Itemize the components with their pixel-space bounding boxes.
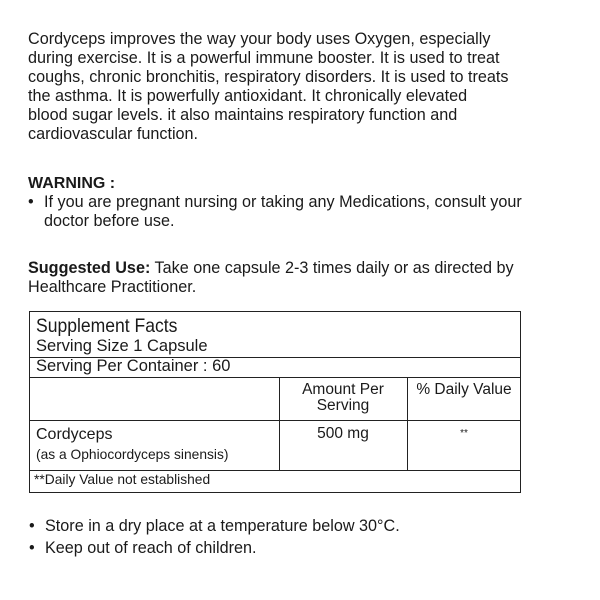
intro-paragraph <box>28 30 522 144</box>
intro-line: Cordyceps improves the way your body uses Oxygen, especially <box>28 30 491 48</box>
storage-instructions <box>29 515 569 559</box>
ingredient-amount: 500 mg <box>317 425 369 442</box>
intro-line: blood sugar levels. it also maintains respiratory function and <box>28 106 458 124</box>
bullet-icon: • <box>28 193 34 211</box>
bullet-icon: • <box>29 517 35 535</box>
label-body <box>28 30 522 297</box>
warning-title: WARNING : <box>28 175 116 192</box>
intro-line: coughs, chronic bronchitis, respiratory disorders. It is used to treats <box>28 68 509 86</box>
table-divider <box>30 470 520 471</box>
storage-item <box>29 515 569 537</box>
amount-per-serving-header: Amount Per Serving <box>302 381 384 414</box>
ingredient-daily-value: ** <box>460 428 468 439</box>
warning-bullet <box>28 193 522 231</box>
intro-line: cardiovascular function. <box>28 125 199 143</box>
servings-per-container: Serving Per Container : 60 <box>36 357 231 375</box>
warning-text: If you are pregnant nursing or taking any Medications, consult your doctor before use. <box>44 193 522 230</box>
suggested-use-text: Take one capsule 2-3 times daily or as directed by Healthcare Practitioner. <box>28 259 514 296</box>
supplement-facts-title: Supplement Facts <box>36 315 178 337</box>
supplement-facts-table <box>29 311 521 493</box>
ingredient-description: (as a Ophiocordyceps sinensis) <box>36 447 229 462</box>
daily-value-header: % Daily Value <box>416 381 512 398</box>
storage-text: Keep out of reach of children. <box>45 539 257 557</box>
table-divider <box>30 420 520 421</box>
ingredient-name: Cordyceps <box>36 426 113 443</box>
warning-section <box>28 174 522 231</box>
serving-size: Serving Size 1 Capsule <box>36 337 208 355</box>
intro-line: the asthma. It is powerfully antioxidant. It chronically elevated <box>28 87 468 105</box>
storage-text: Store in a dry place at a temperature below 30°C. <box>45 517 400 535</box>
daily-value-footnote: **Daily Value not established <box>34 472 211 487</box>
bullet-icon: • <box>29 539 35 557</box>
table-divider <box>30 377 520 378</box>
suggested-use <box>28 259 522 297</box>
intro-line: during exercise. It is a powerful immune booster. It is used to treat <box>28 49 500 67</box>
suggested-use-label: Suggested Use: <box>28 259 151 277</box>
storage-item <box>29 537 569 559</box>
